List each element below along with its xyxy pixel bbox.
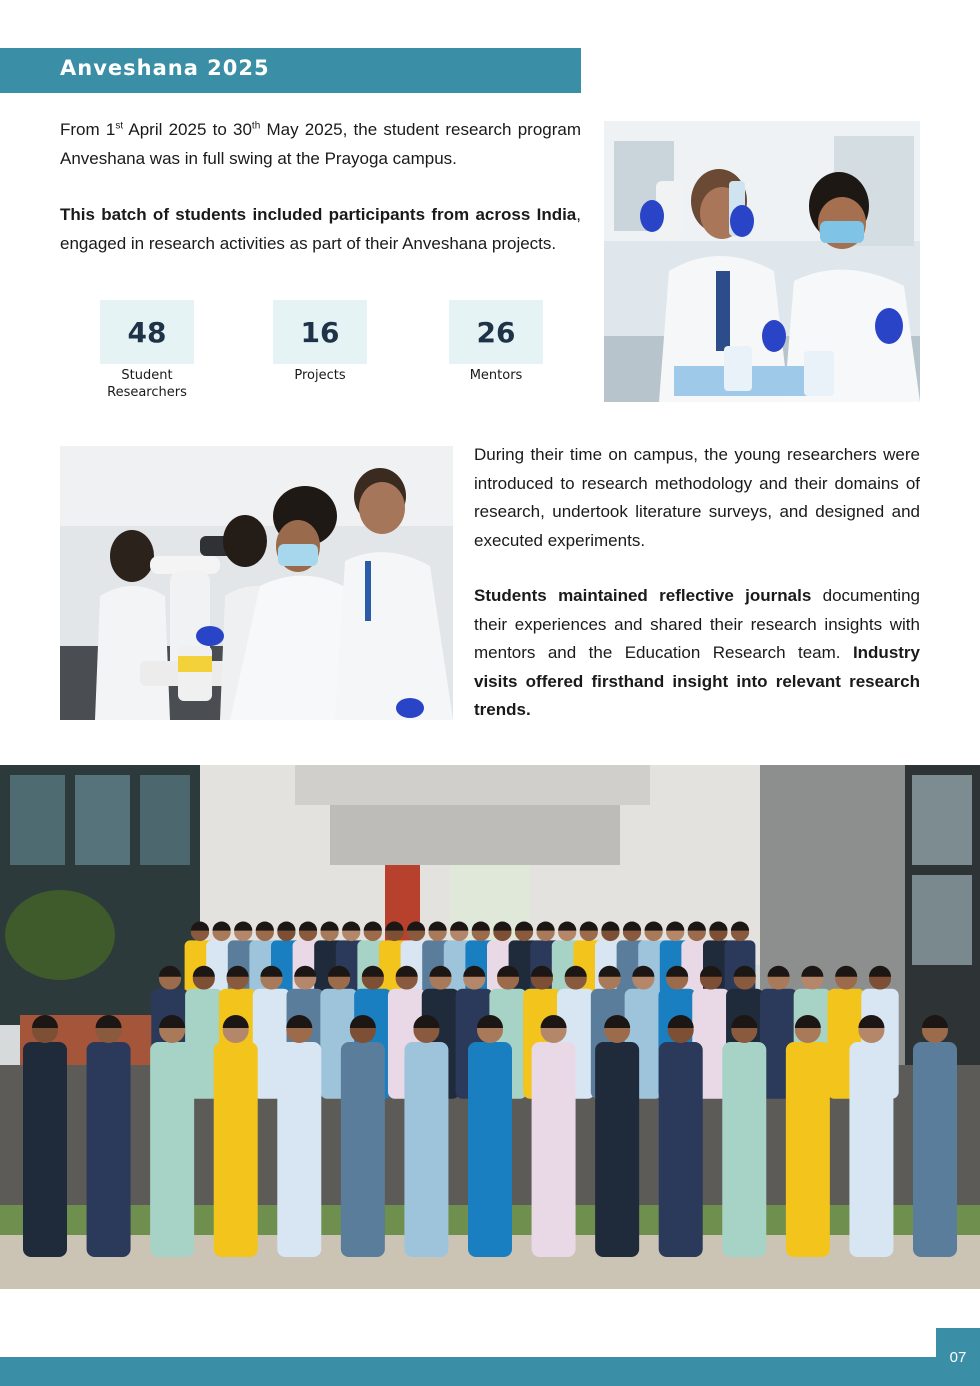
person-figure xyxy=(277,1042,321,1257)
journals-paragraph xyxy=(474,582,920,725)
person-figure xyxy=(849,1042,893,1257)
lab-students-photo xyxy=(604,121,920,402)
footer-bar xyxy=(0,1357,980,1386)
journals-mid-text: documenting their experiences and shared their research insights with mentors and the Education Research team. xyxy=(474,586,920,662)
person-figure xyxy=(468,1042,512,1257)
stat-value: 48 xyxy=(127,315,167,349)
person-figure xyxy=(913,1042,957,1257)
journals-bold-text: Students maintained reflective journals xyxy=(474,586,812,605)
batch-paragraph xyxy=(60,201,581,258)
intro-sup-th: th xyxy=(251,120,261,132)
page-number: 07 xyxy=(949,1349,967,1366)
intro-text-b: April 2025 to 30 xyxy=(123,120,252,139)
stat-value: 26 xyxy=(476,315,516,349)
intro-text-a: From 1 xyxy=(60,120,116,139)
person-figure xyxy=(23,1042,67,1257)
stat-label-line: Researchers xyxy=(107,385,187,400)
intro-sup-st: st xyxy=(115,120,124,132)
intro-text-c: May 2025, the student research program Anveshana was in full swing at the Prayoga campus. xyxy=(60,120,581,168)
industry-bold-text: Industry visits offered firsthand insight into relevant research trends. xyxy=(474,643,920,719)
person-figure xyxy=(532,1042,576,1257)
person-figure xyxy=(87,1042,131,1257)
person-figure xyxy=(341,1042,385,1257)
stat-label-line: Projects xyxy=(294,368,346,383)
stat-label-mentors xyxy=(426,367,566,384)
stat-box-researchers xyxy=(100,300,194,364)
stat-label-line: Mentors xyxy=(469,368,523,383)
stat-value: 16 xyxy=(300,315,340,349)
stat-box-mentors xyxy=(449,300,543,364)
person-figure xyxy=(659,1042,703,1257)
campus-text: During their time on campus, the young researchers were introduced to research methodology and their domains of research, undertook literature surveys, and designed and executed experiments. xyxy=(474,445,920,550)
person-figure xyxy=(722,1042,766,1257)
microscope-photo xyxy=(60,446,453,720)
group-photo xyxy=(0,765,980,1289)
stat-label-projects xyxy=(250,367,390,384)
person-figure xyxy=(214,1042,258,1257)
stat-label-line: Student xyxy=(121,368,173,383)
batch-rest-text: , engaged in research activities as part of their Anveshana projects. xyxy=(60,205,581,253)
stat-label-researchers xyxy=(77,367,217,401)
page-title: Anveshana 2025 xyxy=(60,56,270,80)
stat-box-projects xyxy=(273,300,367,364)
person-figure xyxy=(786,1042,830,1257)
intro-paragraph xyxy=(60,116,581,173)
person-figure xyxy=(150,1042,194,1257)
campus-paragraph xyxy=(474,441,920,555)
person-figure xyxy=(404,1042,448,1257)
batch-bold-text: This batch of students included participants from across India xyxy=(60,205,577,224)
person-figure xyxy=(595,1042,639,1257)
